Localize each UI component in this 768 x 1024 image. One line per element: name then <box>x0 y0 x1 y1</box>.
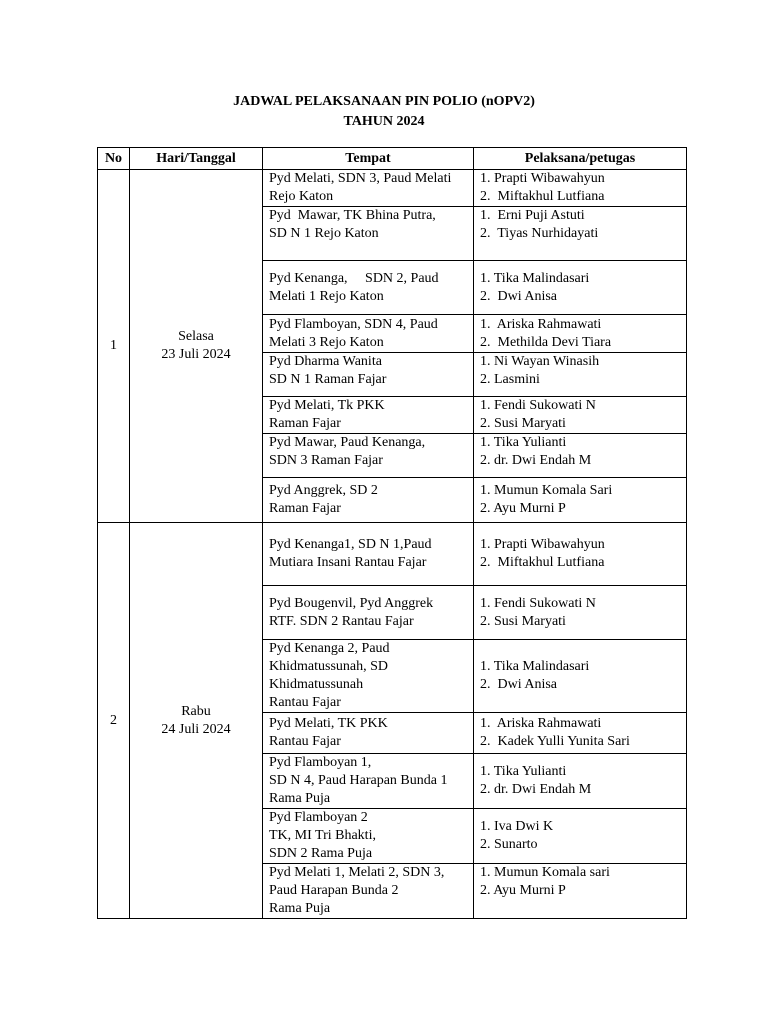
place-cell <box>263 397 474 434</box>
place-line: Pyd Kenanga 2, Paud <box>269 641 390 656</box>
place-line: Pyd Flamboyan 1, <box>269 755 372 770</box>
place-line: SD N 1 Rejo Katon <box>269 226 379 241</box>
place-line: RTF. SDN 2 Rantau Fajar <box>269 613 414 629</box>
place-line: SD N 4, Paud Harapan Bunda 1 <box>269 773 448 788</box>
staff-member: 1. Tika Yulianti <box>480 435 567 450</box>
place-line: Rejo Katon <box>269 189 334 204</box>
staff-member: 1. Prapti Wibawahyun <box>480 537 605 552</box>
date-text: 23 Juli 2024 <box>161 347 231 362</box>
place-line: Pyd Mawar, TK Bhina Putra, <box>269 208 436 223</box>
place-cell <box>263 754 474 809</box>
place-cell <box>263 353 474 397</box>
place-line: Pyd Melati, TK PKK <box>269 716 388 731</box>
place-line: Rama Puja <box>269 901 331 916</box>
day-name: Rabu <box>181 703 211 719</box>
place-cell <box>263 261 474 315</box>
table-row <box>98 523 687 586</box>
place-cell <box>263 809 474 864</box>
place-cell <box>263 586 474 640</box>
row-number: 1 <box>98 170 130 523</box>
staff-member: 1. Tika Malindasari <box>480 270 590 286</box>
place-line: Pyd Mawar, Paud Kenanga, <box>269 435 426 450</box>
place-line: Paud Harapan Bunda 2 <box>269 883 399 898</box>
staff-member: 1. Erni Puji Astuti <box>480 208 585 223</box>
staff-member: 1. Prapti Wibawahyun <box>480 171 605 186</box>
place-cell <box>263 640 474 713</box>
staff-cell <box>474 170 687 207</box>
place-line: Rantau Fajar <box>269 695 341 710</box>
staff-member: 2. Ayu Murni P <box>480 883 566 898</box>
staff-member: 1. Tika Malindasari <box>480 659 590 674</box>
staff-member: 1. Ni Wayan Winasih <box>480 354 600 369</box>
table-header-row <box>98 148 687 170</box>
place-line: SDN 3 Raman Fajar <box>269 453 383 468</box>
place-line: Pyd Flamboyan 2 <box>269 810 368 825</box>
header-no: No <box>98 148 130 170</box>
staff-cell <box>474 586 687 640</box>
place-line: TK, MI Tri Bhakti, <box>269 828 376 843</box>
staff-cell <box>474 809 687 864</box>
staff-member: 2. Miftakhul Lutfiana <box>480 189 605 204</box>
row-number: 2 <box>98 523 130 919</box>
staff-member: 2. Dwi Anisa <box>480 677 557 692</box>
place-line: Pyd Kenanga, SDN 2, Paud <box>269 270 439 286</box>
place-line: SDN 2 Rama Puja <box>269 846 373 861</box>
staff-member: 2. Sunarto <box>480 837 538 852</box>
staff-cell <box>474 207 687 261</box>
staff-member: 1. Ariska Rahmawati <box>480 716 602 731</box>
staff-member: 2. Miftakhul Lutfiana <box>480 555 605 570</box>
date-text: 24 Juli 2024 <box>161 721 231 737</box>
place-line: Raman Fajar <box>269 501 341 516</box>
staff-member: 1. Mumun Komala sari <box>480 865 610 880</box>
place-line: Pyd Dharma Wanita <box>269 354 382 369</box>
place-line: Pyd Melati, Tk PKK <box>269 398 385 413</box>
place-line: Raman Fajar <box>269 416 341 431</box>
place-cell <box>263 478 474 523</box>
staff-cell <box>474 713 687 754</box>
staff-member: 2. dr. Dwi Endah M <box>480 782 592 797</box>
staff-member: 1. Iva Dwi K <box>480 819 554 834</box>
place-cell <box>263 434 474 478</box>
header-day-date: Hari/Tanggal <box>130 148 263 170</box>
table-row <box>98 170 687 207</box>
header-staff: Pelaksana/petugas <box>474 148 687 170</box>
document-title: JADWAL PELAKSANAAN PIN POLIO (nOPV2) <box>233 94 535 109</box>
place-line: Rama Puja <box>269 791 331 806</box>
day-date-cell <box>130 523 263 919</box>
staff-cell <box>474 434 687 478</box>
place-line: Pyd Flamboyan, SDN 4, Paud <box>269 316 438 332</box>
staff-member: 2. Kadek Yulli Yunita Sari <box>480 734 630 749</box>
document-subtitle: TAHUN 2024 <box>343 114 425 129</box>
staff-member: 1. Ariska Rahmawati <box>480 316 602 332</box>
staff-cell <box>474 754 687 809</box>
schedule-table <box>97 147 687 919</box>
staff-cell <box>474 397 687 434</box>
staff-cell <box>474 640 687 713</box>
staff-cell <box>474 261 687 315</box>
staff-member: 2. Dwi Anisa <box>480 288 557 304</box>
place-line: Pyd Anggrek, SD 2 <box>269 483 378 498</box>
staff-member: 2. Susi Maryati <box>480 613 566 629</box>
place-line: Rantau Fajar <box>269 734 341 749</box>
place-line: Mutiara Insani Rantau Fajar <box>269 555 427 570</box>
staff-member: 2. Lasmini <box>480 372 540 387</box>
staff-member: 2. Ayu Murni P <box>480 501 566 516</box>
staff-member: 2. Susi Maryati <box>480 416 566 431</box>
place-line: Khidmatussunah <box>269 677 364 692</box>
place-cell <box>263 170 474 207</box>
header-place: Tempat <box>263 148 474 170</box>
staff-cell <box>474 523 687 586</box>
staff-member: 2. dr. Dwi Endah M <box>480 453 592 468</box>
staff-member: 2. Methilda Devi Tiara <box>480 334 612 350</box>
staff-member: 1. Mumun Komala Sari <box>480 483 613 498</box>
place-cell <box>263 864 474 919</box>
place-cell <box>263 713 474 754</box>
day-name: Selasa <box>178 329 214 344</box>
staff-cell <box>474 353 687 397</box>
staff-cell <box>474 315 687 353</box>
staff-member: 1. Fendi Sukowati N <box>480 398 596 413</box>
staff-member: 1. Fendi Sukowati N <box>480 595 596 611</box>
place-cell <box>263 315 474 353</box>
day-date-cell <box>130 170 263 523</box>
staff-member: 2. Tiyas Nurhidayati <box>480 226 599 241</box>
place-line: Melati 1 Rejo Katon <box>269 288 384 304</box>
place-line: Pyd Kenanga1, SD N 1,Paud <box>269 537 432 552</box>
place-cell <box>263 523 474 586</box>
place-line: Pyd Melati, SDN 3, Paud Melati <box>269 171 452 186</box>
place-line: Pyd Bougenvil, Pyd Anggrek <box>269 595 434 611</box>
place-line: Khidmatussunah, SD <box>269 659 388 674</box>
staff-member: 1. Tika Yulianti <box>480 764 567 779</box>
place-line: SD N 1 Raman Fajar <box>269 372 387 387</box>
place-cell <box>263 207 474 261</box>
place-line: Pyd Melati 1, Melati 2, SDN 3, <box>269 865 445 880</box>
staff-cell <box>474 478 687 523</box>
staff-cell <box>474 864 687 919</box>
place-line: Melati 3 Rejo Katon <box>269 334 384 350</box>
